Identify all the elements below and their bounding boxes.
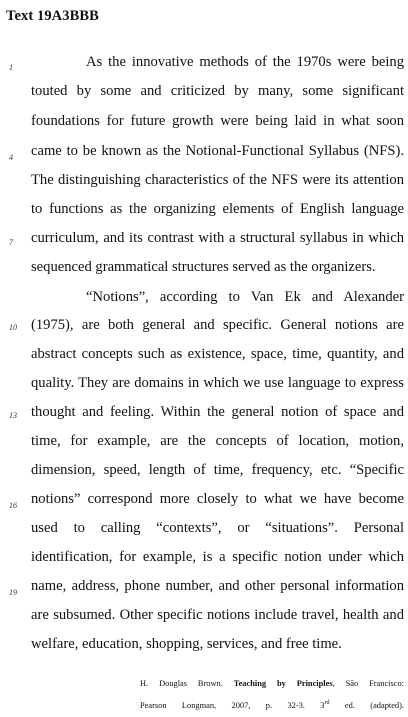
- text-line: (1975), are both general and specific. General notions are: [31, 317, 404, 333]
- text-line: The distinguishing characteristics of the NFS were its attention: [31, 172, 404, 188]
- text-line: used to calling “contexts”, or “situations”. Personal: [31, 520, 404, 536]
- line-number: 7: [9, 238, 13, 247]
- text-line: welfare, education, shopping, services, and free time.: [31, 636, 342, 652]
- text-line: name, address, phone number, and other personal information: [31, 578, 404, 594]
- line-number: 16: [9, 501, 17, 510]
- text-line: dimension, speed, length of time, frequency, etc. “Specific: [31, 462, 404, 478]
- text-line: to functions as the organizing elements of English language: [31, 201, 404, 217]
- line-number: 13: [9, 411, 17, 420]
- text-line: time, for example, are the concepts of location, motion,: [31, 433, 404, 449]
- source-edition: ed. (adapted).: [329, 700, 404, 710]
- text-line: quality. They are domains in which we use language to express: [31, 375, 404, 391]
- text-line: sequenced grammatical structures served as the organizers.: [31, 259, 376, 275]
- text-line: are subsumed. Other specific notions include travel, health and: [31, 607, 404, 623]
- line-number: 4: [9, 153, 13, 162]
- text-line: curriculum, and its contrast with a structural syllabus in which: [31, 230, 404, 246]
- text-line: notions” correspond more closely to what we have become: [31, 491, 404, 507]
- text-line: “Notions”, according to Van Ek and Alexander: [86, 289, 404, 305]
- line-number: 19: [9, 588, 17, 597]
- source-edition-sup: rd: [324, 700, 330, 706]
- text-line: touted by some and criticized by many, some significant: [31, 83, 404, 99]
- source-citation-line: [140, 697, 404, 712]
- source-author: H. Douglas Brown.: [140, 679, 223, 688]
- text-line: identification, for example, is a specific notion under which: [31, 549, 404, 565]
- source-citation-line: [140, 678, 404, 690]
- source-publisher: Pearson Longman, 2007, p. 32-3. 3: [140, 700, 325, 710]
- text-line: abstract concepts such as existence, space, time, quantity, and: [31, 346, 404, 362]
- text-line: came to be known as the Notional-Functional Syllabus (NFS).: [31, 143, 404, 159]
- source-book-title: Teaching by Principles: [233, 679, 333, 688]
- line-number: 1: [9, 63, 13, 72]
- text-line: As the innovative methods of the 1970s were being: [86, 54, 404, 70]
- text-title: Text 19A3BBB: [6, 8, 99, 24]
- text-line: thought and feeling. Within the general notion of space and: [31, 404, 404, 420]
- source-place: , São Francisco:: [332, 679, 404, 688]
- text-line: foundations for future growth were being laid in what soon: [31, 113, 404, 129]
- line-number: 10: [9, 323, 17, 332]
